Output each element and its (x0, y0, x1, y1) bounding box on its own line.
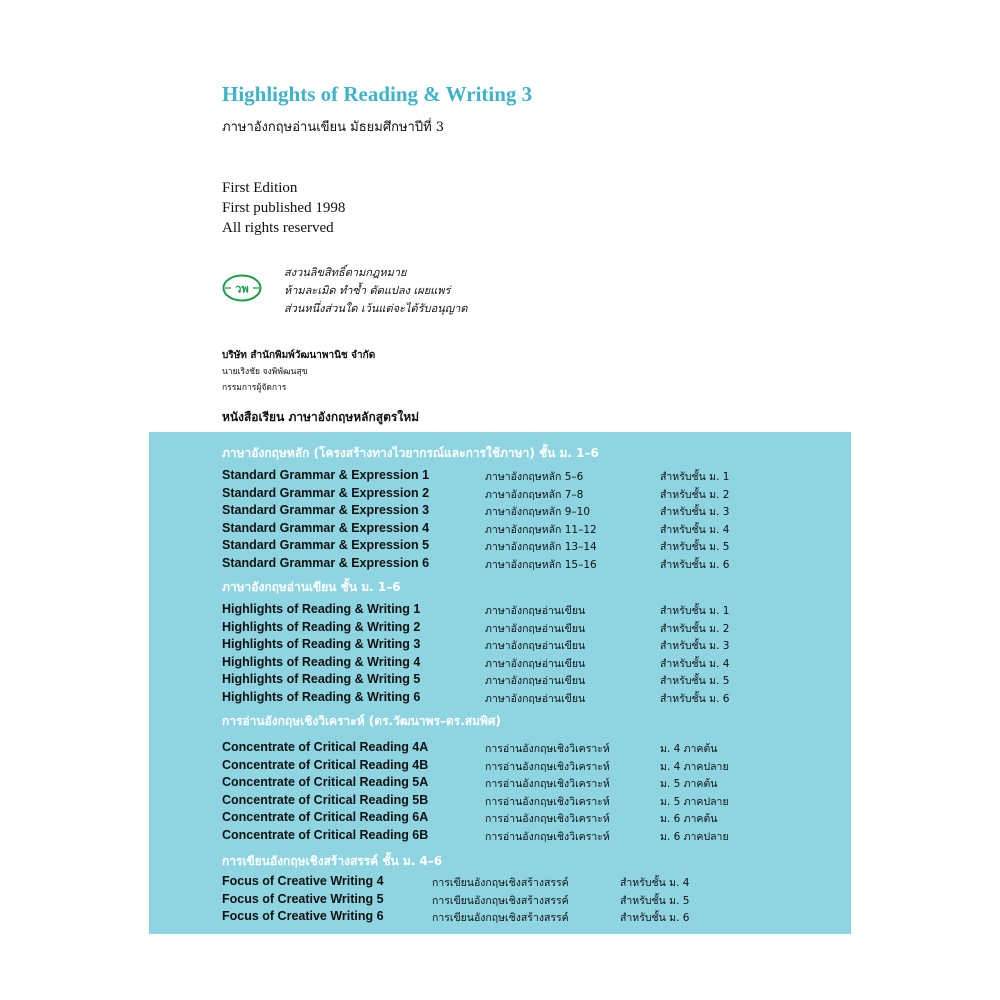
book-thai-title: ภาษาอังกฤษหลัก 13–14 (485, 541, 597, 554)
book-thai-title: การเขียนอังกฤษเชิงสร้างสรรค์ (432, 894, 569, 907)
book-level: ม. 6 ภาคปลาย (660, 831, 729, 843)
copyright-line: ห้ามละเมิด ทำซ้ำ ดัดแปลง เผยแพร่ (284, 284, 451, 297)
book-row (222, 874, 842, 891)
book-english-title: Standard Grammar & Expression 1 (222, 468, 430, 482)
book-row (222, 892, 842, 909)
book-subtitle: ภาษาอังกฤษอ่านเขียน มัธยมศึกษาปีที่ 3 (222, 120, 445, 135)
book-row (222, 793, 842, 810)
section-title: ภาษาอังกฤษหลัก (โครงสร้างทางไวยากรณ์และการใช้ภาษา) ชั้น ม. 1–6 (222, 446, 599, 460)
book-english-title: Concentrate of Critical Reading 4B (222, 757, 429, 772)
book-level: สำหรับชั้น ม. 3 (660, 640, 730, 653)
publisher-logo-icon (222, 274, 262, 302)
publisher-company: บริษัท สำนักพิมพ์วัฒนาพานิช จำกัด (222, 350, 376, 361)
book-level: สำหรับชั้น ม. 2 (660, 488, 730, 501)
book-level: สำหรับชั้น ม. 4 (620, 877, 690, 889)
book-row (222, 810, 842, 827)
book-row (222, 740, 842, 757)
book-thai-title: ภาษาอังกฤษอ่านเขียน (485, 693, 586, 705)
edition-line: First Edition (222, 180, 298, 196)
book-english-title: Standard Grammar & Expression 4 (222, 520, 430, 535)
publisher-info (222, 348, 375, 396)
book-thai-title: การอ่านอังกฤษเชิงวิเคราะห์ (485, 795, 610, 808)
book-thai-title: การเขียนอังกฤษเชิงสร้างสรรค์ (432, 912, 569, 925)
book-row (222, 690, 842, 707)
book-row (222, 828, 842, 845)
book-english-title: Concentrate of Critical Reading 5B (222, 792, 429, 807)
book-thai-title: ภาษาอังกฤษอ่านเขียน (485, 622, 586, 635)
book-thai-title: ภาษาอังกฤษหลัก 5–6 (485, 471, 584, 483)
book-level: ม. 5 ภาคปลาย (660, 795, 729, 808)
series-list-panel (149, 432, 851, 934)
logo-text: วพ (235, 282, 249, 296)
book-level: ม. 5 ภาคต้น (660, 778, 718, 791)
book-thai-title: ภาษาอังกฤษหลัก 7–8 (485, 488, 584, 501)
book-row (222, 486, 842, 503)
publisher-person: นายเริงชัย จงพิพัฒนสุข (222, 367, 308, 377)
book-row (222, 775, 842, 792)
book-english-title: Concentrate of Critical Reading 6A (222, 810, 429, 825)
book-english-title: Highlights of Reading & Writing 3 (222, 637, 421, 652)
book-english-title: Highlights of Reading & Writing 6 (222, 690, 421, 704)
book-thai-title: ภาษาอังกฤษอ่านเขียน (485, 675, 586, 688)
copyright-line: สงวนลิขสิทธิ์ตามกฎหมาย (284, 266, 407, 279)
book-thai-title: การอ่านอังกฤษเชิงวิเคราะห์ (485, 778, 610, 791)
book-english-title: Highlights of Reading & Writing 4 (222, 654, 421, 669)
book-row (222, 620, 842, 637)
book-row (222, 521, 842, 538)
book-row (222, 602, 842, 619)
book-level: ม. 4 ภาคปลาย (660, 760, 729, 773)
copyright-line: ส่วนหนึ่งส่วนใด เว้นแต่จะได้รับอนุญาต (284, 302, 468, 315)
book-level: สำหรับชั้น ม. 4 (660, 523, 730, 536)
book-english-title: Concentrate of Critical Reading 5A (222, 775, 429, 790)
edition-info (222, 178, 345, 238)
book-thai-title: การอ่านอังกฤษเชิงวิเคราะห์ (485, 831, 610, 843)
book-english-title: Standard Grammar & Expression 5 (222, 538, 430, 553)
book-row (222, 672, 842, 689)
book-level: ม. 4 ภาคต้น (660, 743, 718, 755)
book-thai-title: ภาษาอังกฤษอ่านเขียน (485, 657, 586, 670)
book-english-title: Focus of Creative Writing 6 (222, 909, 384, 924)
book-level: สำหรับชั้น ม. 3 (660, 506, 730, 519)
book-row (222, 503, 842, 520)
publisher-role: กรรมการผู้จัดการ (222, 383, 287, 393)
book-english-title: Standard Grammar & Expression 3 (222, 503, 430, 518)
book-english-title: Highlights of Reading & Writing 1 (222, 602, 421, 616)
book-english-title: Highlights of Reading & Writing 5 (222, 672, 421, 687)
book-level: สำหรับชั้น ม. 1 (660, 471, 730, 483)
book-row (222, 556, 842, 573)
book-thai-title: ภาษาอังกฤษอ่านเขียน (485, 640, 586, 653)
book-english-title: Focus of Creative Writing 4 (222, 874, 384, 888)
book-english-title: Highlights of Reading & Writing 2 (222, 619, 421, 634)
book-level: สำหรับชั้น ม. 1 (660, 605, 730, 617)
book-level: สำหรับชั้น ม. 5 (620, 894, 690, 907)
book-title: Highlights of Reading & Writing 3 (222, 82, 533, 106)
book-english-title: Standard Grammar & Expression 2 (222, 485, 430, 500)
rights-line: All rights reserved (222, 220, 334, 236)
book-row (222, 909, 842, 926)
copyright-notice (284, 264, 467, 318)
book-level: สำหรับชั้น ม. 2 (660, 622, 730, 635)
book-level: สำหรับชั้น ม. 6 (660, 559, 730, 571)
book-thai-title: ภาษาอังกฤษหลัก 11–12 (485, 523, 597, 536)
book-english-title: Standard Grammar & Expression 6 (222, 556, 430, 570)
book-level: สำหรับชั้น ม. 5 (660, 541, 730, 554)
book-thai-title: การอ่านอังกฤษเชิงวิเคราะห์ (485, 813, 610, 826)
book-english-title: Concentrate of Critical Reading 6B (222, 828, 429, 842)
book-row (222, 538, 842, 555)
section-title: การอ่านอังกฤษเชิงวิเคราะห์ (ดร.วัฒนาพร–ดร.สมพิศ) (222, 714, 501, 728)
book-level: สำหรับชั้น ม. 6 (620, 912, 690, 925)
book-level: สำหรับชั้น ม. 6 (660, 693, 730, 705)
published-line: First published 1998 (222, 200, 346, 216)
book-row (222, 655, 842, 672)
book-level: สำหรับชั้น ม. 5 (660, 675, 730, 688)
book-thai-title: ภาษาอังกฤษหลัก 15–16 (485, 559, 597, 571)
book-level: ม. 6 ภาคต้น (660, 813, 718, 826)
section-title: ภาษาอังกฤษอ่านเขียน ชั้น ม. 1–6 (222, 580, 401, 594)
book-english-title: Concentrate of Critical Reading 4A (222, 740, 429, 754)
section-title: การเขียนอังกฤษเชิงสร้างสรรค์ ชั้น ม. 4–6 (222, 854, 443, 868)
book-thai-title: การอ่านอังกฤษเชิงวิเคราะห์ (485, 760, 610, 773)
book-thai-title: การอ่านอังกฤษเชิงวิเคราะห์ (485, 743, 610, 755)
book-thai-title: การเขียนอังกฤษเชิงสร้างสรรค์ (432, 877, 569, 889)
book-row (222, 468, 842, 485)
book-level: สำหรับชั้น ม. 4 (660, 657, 730, 670)
book-row (222, 758, 842, 775)
book-thai-title: ภาษาอังกฤษหลัก 9–10 (485, 506, 591, 519)
book-row (222, 637, 842, 654)
book-english-title: Focus of Creative Writing 5 (222, 891, 384, 906)
series-heading: หนังสือเรียน ภาษาอังกฤษหลักสูตรใหม่ (222, 410, 420, 424)
book-thai-title: ภาษาอังกฤษอ่านเขียน (485, 605, 586, 617)
